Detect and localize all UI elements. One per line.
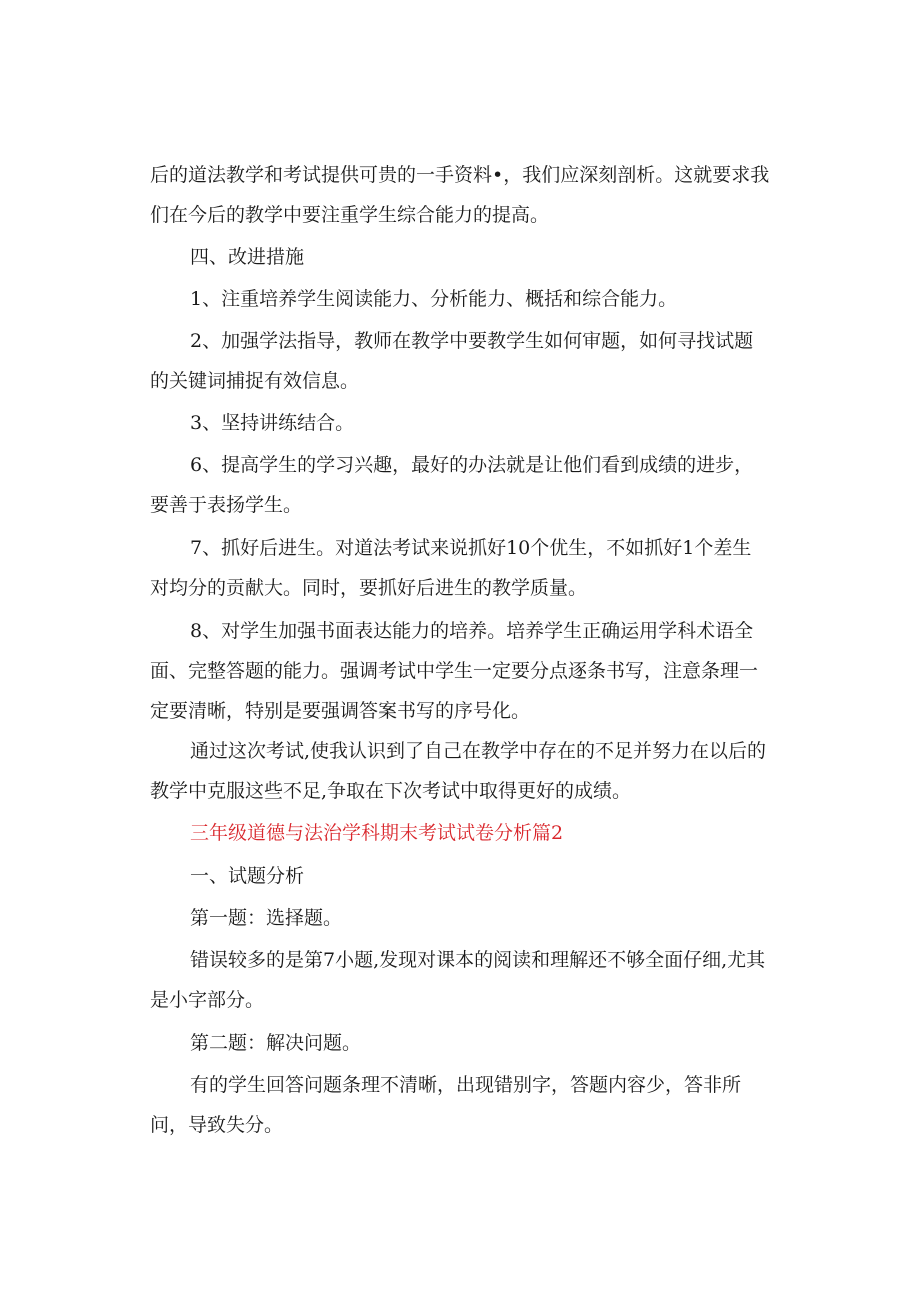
question-2-analysis: 有的学生回答问题条理不清晰，出现错别字，答题内容少，答非所问，导致失分。 (150, 1074, 742, 1136)
section-heading-analysis: 一、试题分析 (190, 865, 305, 887)
list-item-7: 7、抓好后进生。对道法考试来说抓好10个优生，不如抓好1个差生对均分的贡献大。同时，要抓好后进生的教学质量。 (150, 537, 752, 599)
question-2-heading: 第二题：解决问题。 (190, 1032, 362, 1054)
paragraph-continuation: 后的道法教学和考试提供可贵的一手资料•，我们应深刻剖析。这就要求我们在今后的教学中要注重学生综合能力的提高。 (150, 164, 770, 226)
list-item-6: 6、提高学生的学习兴趣，最好的办法就是让他们看到成绩的进步，要善于表扬学生。 (150, 454, 754, 516)
list-item-3: 3、坚持讲练结合。 (190, 412, 355, 434)
question-1-heading: 第一题：选择题。 (190, 907, 343, 929)
list-item-8: 8、对学生加强书面表达能力的培养。培养学生正确运用学科术语全面、完整答题的能力。强调考试中学生一定要分点逐条书写，注意条理一定要清晰，特别是要强调答案书写的序号化。 (150, 620, 759, 722)
article-title-part2: 三年级道德与法治学科期末考试试卷分析篇2 (190, 822, 564, 844)
section-heading-improvements: 四、改进措施 (190, 246, 305, 268)
question-1-analysis: 错误较多的是第7小题,发现对课本的阅读和理解还不够全面仔细,尤其是小字部分。 (150, 949, 766, 1011)
closing-paragraph: 通过这次考试,使我认识到了自己在教学中存在的不足并努力在以后的教学中克服这些不足,争取在下次考试中取得更好的成绩。 (150, 740, 767, 802)
list-item-2: 2、加强学法指导，教师在教学中要教学生如何审题，如何寻找试题的关键词捕捉有效信息。 (150, 330, 754, 392)
list-item-1: 1、注重培养学生阅读能力、分析能力、概括和综合能力。 (190, 288, 678, 310)
